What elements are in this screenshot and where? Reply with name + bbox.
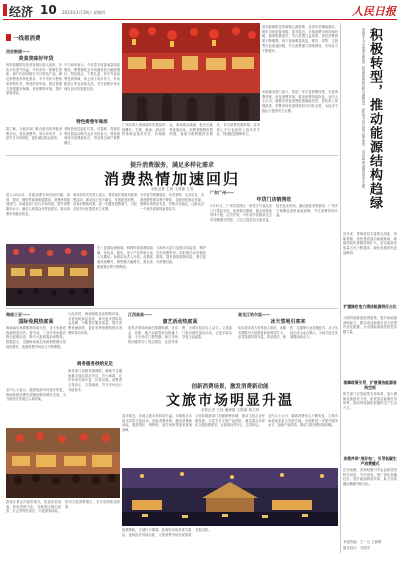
mid-story-headline: 年货门店销售旺: [256, 197, 292, 203]
feature-text-col-4: 在三亚国际免税城，购物的游客摩肩接踵，化妆品、箱包、电子产品等柜台前人头攒动。免税店负责人介绍，近期客流持续攀升，销售额大幅增长，离岛免税政策红利不断释放。: [97, 246, 153, 269]
right-text-2: 当地持续推进电网建设，提升新能源消纳能力，推动清洁能源在更大范围内优化配置，为全国能源绿色转型贡献力量。: [343, 316, 397, 335]
left-lower-text-1: 海南离岛免税购物持续火热，各大免税店客流明显回升。春节前，三亚多家免税店推出促销活动，吸引大批游客前来购物。数据显示，近期海南离岛免税销售额实现较快增长，旅游消费市场活力不断增强。: [6, 326, 66, 349]
masthead-red-bar: [3, 4, 7, 16]
right-text-3: 相关部门完善政策支持体系，加大储能设施建设力度，拓展清洁能源应用场景，推动形成绿色低碳的生产生活方式。: [343, 392, 397, 411]
right-subhead-3: 多措并举"用好电"，引导低碳生产消费模式: [343, 456, 397, 466]
section-tag-label: 一线看消费: [13, 35, 41, 42]
feature-text-col-5: 当地有关部门加强市场监管，维护良好消费秩序，同时推出多项便民措施，提升游客购物体验，吸引更多消费回流。: [156, 246, 206, 265]
feature-kicker: 提升消费服务，满足多样化需求: [129, 162, 214, 169]
feature-top-rule: [6, 155, 338, 156]
bottom-text-col-1: 春节临近，各地文旅市场持续升温。多地推出丰富多彩的文旅活动，创新消费场景，激发消费新动能，旅游景区、博物馆、演艺场所等迎来客流高峰。: [122, 414, 192, 433]
left-lower-text-4: 业内人士表示，随着旅游市场逐步恢复，海南免税消费有望继续保持增长态势，为当地经济发展注入新动能。: [6, 388, 66, 402]
feature-text-col-2: 商务部有关负责人表示，将持续开展系列促消费活动，推动线上线下融合，发展新型消费，培育消费新场景，进一步激发消费潜力，为经济回升向好提供有力支撑。: [73, 193, 137, 212]
footer-credit: 本版责编：王一凡 王新维: [343, 540, 382, 544]
right-subhead-1: 扩建绿色电力清洁能源供应占比: [343, 304, 397, 309]
left-story-text-4: 据了解，当地多部门联合推出系列促消费活动，发放消费券，举办年货节，丰富节日市场供给，更好满足群众需求。: [6, 127, 62, 141]
left-story-text-2: 不少商家表示，今年春节前客流量明显增加，销售额较去年同期有较大幅度增长。特色糕点、干果礼盒、老字号食品等受到青睐，线上线下同步发力，外卖配送订单也持续走高，节日消费市场呈现出良好的发展态势。: [64, 63, 120, 91]
section-tag-marker: [6, 34, 11, 41]
bottom-byline: 本报记者 王伟 潘俊强 王锦涛 杨文明: [200, 408, 260, 412]
right-lower-label: 黑龙江哈尔滨——: [238, 312, 270, 317]
right-headline: 积极转型，推动能源结构趋绿: [367, 28, 382, 210]
paper-name-logo: 人民日报: [352, 5, 396, 18]
street-photo: [6, 244, 94, 306]
mid-story-text: 1月13日，广州市荔湾区一家老字号食品店门口排起长队，前来购买腊味、糕点的顾客络绎不绝。店员介绍，今年春节前销量比去年同期增长明显，门店已提前加大备货量，延长营业时间，满足顾客采购需求。广州多个商圈也迎来客流高峰，节日消费持续升温。: [210, 204, 338, 223]
date-line: 2023年1月19日 星期四: [62, 10, 106, 15]
photo-caption-text: 西安鼓楼附近的商铺人流密集，各类年货琳琅满目，吸引市民游客选购。春节临近，多地消费市场持续回暖，商家积极备货，节日氛围日益浓厚，居民消费意愿不断增强，线下客流明显恢复，餐饮、零售、文旅等行业加速回暖，节日消费潜力持续释放，市场活力不断提升。: [262, 25, 338, 53]
left-lower-text-3: 商务部门加强货源调配，确保节日期间重点商品供应充足。各大商超、农贸市场货源丰富，价格平稳，消费者买得放心、买得满意，节日市场运行平稳有序。: [68, 369, 122, 392]
left-story-label: 西安鼓楼——: [6, 49, 30, 54]
section-title: 经济: [9, 5, 34, 19]
center-lower-headline: 演艺活动热度高: [162, 319, 198, 325]
right-column-divider: [340, 23, 341, 553]
mid-top-text: 广州多家大型商超年货销量持续攀升，生鲜、粮油、酒水饮料等商品备货充足、价格稳定。商场推出满减、积分兑换等优惠活动，消费者购物热情高涨，客流与销售额同步增长，节日消费氛围浓厚。各类线上平台也纷纷上线年货专区，物流配送保障有力。: [122, 123, 260, 137]
right-top-text: 多地商务部门表示，将进一步丰富消费场景，完善消费设施，优化消费环境，推动消费持续恢复。业内人士认为，随着各项促消费政策落地见效，居民收入预期改善，消费市场有望保持回升向好态势，为经济平稳运行提供有力支撑。: [262, 90, 338, 113]
feature-headline: 消费热情加速回归: [103, 170, 240, 188]
market-photo: [122, 23, 260, 121]
left-story-headline: 美食美味好年货: [18, 56, 54, 62]
left-small-headline: 特色街巷年味浓: [76, 120, 108, 125]
crowd-photo: [6, 428, 120, 498]
footer-credit-2: 版式设计：马国平: [343, 546, 371, 550]
center-bottom-text: 夜幕降临，古城灯火璀璨，游客纷纷前来赏灯游玩，夜间经济持续活跃，文旅消费市场呈现蓬勃发展态势。: [122, 528, 212, 537]
bottom-text-col-3: 业内人士认为，随着消费信心不断恢复，文旅市场将迎来更大发展空间。各地要进一步提升服务水平，创新产品供给，推动文旅消费持续回暖。: [268, 414, 338, 428]
left-bottom-text: 游客在景区内游览观光，欣赏民俗表演，体验传统文化。各地景区推出夜游、灯会等特色项目，丰富游客体验，带动文旅消费增长，节日氛围愈加浓厚。: [6, 500, 120, 514]
right-text-1: 近年来，青海依托丰富的太阳能、风能资源，加快建设清洁能源基地，新能源装机规模持续扩大，清洁能源发电量占比不断提高，绿色发展底色更加鲜明。: [343, 232, 397, 255]
left-lower-headline: 国际免税热度高: [18, 319, 54, 325]
right-text-4: 在用电侧，青海积极引导企业和居民科学用电、节约用电，推广绿色低碳技术，提升能源利用效率，助力实现碳达峰碳中和目标。: [343, 468, 397, 487]
lower-top-rule: [6, 308, 338, 309]
left-story-text-3: 老街巷里挂起红灯笼，写春联、剪窗花等民俗活动吸引众多市民参与，特色街巷成为消费新热点，带动周边商户销售增长。: [64, 127, 120, 146]
feature-text-col-1: 进入2023年，各地消费市场加快回暖，商场、超市、餐馆等客流明显增加，消费热情加速回归。各地各部门出台多项举措，提升消费服务水平，满足人民群众多样化需求，推动消费市场稳步恢复。: [6, 193, 70, 216]
left-story-text-1: 西安鼓楼附近的美食街区游人如织，各色小吃香气四溢，年货市场一派繁忙景象。商户们纷纷推出节日特色产品，满足消费者多样化需求，不少市民专程前来采购年货，感受浓浓年味。街区管理方加强服务保障，优化购物环境，提升游客体验。: [6, 63, 62, 96]
bottom-headline: 文旅市场明显升温: [166, 393, 294, 409]
right-lower-text: 哈尔滨冰雪大世界游人如织，冰雕雪塑吸引大批游客前来观赏打卡。冰雪旅游持续升温，带动酒店、餐饮、交通等行业加速复苏，冰天雪地正成为金山银山，为地方经济发展增添新动力。: [238, 326, 338, 340]
right-subhead-2: 保障政策引导，扩展清洁能源消纳空间: [343, 380, 397, 390]
center-lower-label: 江西南昌——: [128, 312, 152, 317]
right-intro-text: 青海省大力发展清洁能源，推进能源结构绿色低碳转型，绿色电力供应能力稳步提升，为高质量发展提供坚实支撑。: [361, 28, 365, 192]
right-lower-headline: 冰天雪地引客来: [270, 319, 306, 325]
night-city-photo: [122, 468, 338, 526]
mid-story-label: 广东广州——: [210, 190, 234, 195]
section-tag: [6, 33, 41, 42]
masthead: [0, 0, 400, 22]
bottom-text-col-2: 文化和旅游部门加强统筹协调，推动文旅企业纾困发展，丰富节日文旅产品供给，满足群众多样化文旅消费需求，让游客玩得开心、住得舒心。: [195, 414, 265, 428]
center-lower-text: 南昌多家剧场演出排期饱满，音乐会、话剧、地方戏曲等演出轮番上演，不少场次门票售罄。演艺市场的回暖带动了周边餐饮、住宿等消费，为城市经济注入活力。文旅部门推出惠民演出活动，让更多群众享受文化盛宴。: [128, 326, 232, 345]
left-lower-label: 海南三亚——: [6, 312, 30, 317]
bottom-kicker: 创新消费场景，激发消费新动能: [191, 384, 269, 390]
left-lower-subhead: 商务服务供给充足: [77, 362, 113, 367]
feature-text-col-3: 今年春节假期临近，年货采购、走亲访友、出游度假等需求集中释放，各地纷纷备足货源，保障市场供应充足、价格总体稳定，让群众过一个欢乐祥和的新春佳节。: [140, 193, 204, 212]
feature-byline: 本报记者 王振 王政霖 王浩: [150, 187, 194, 191]
page-number: 10: [40, 3, 57, 17]
left-lower-text-2: 与此同时，海南积极优化购物环境，丰富免税商品品类，推出更多国际知名品牌，不断提升服务质量，提升消费者满意度，更好发挥免税购物对消费的带动作用。: [68, 312, 122, 335]
masthead-rule: [3, 19, 397, 20]
